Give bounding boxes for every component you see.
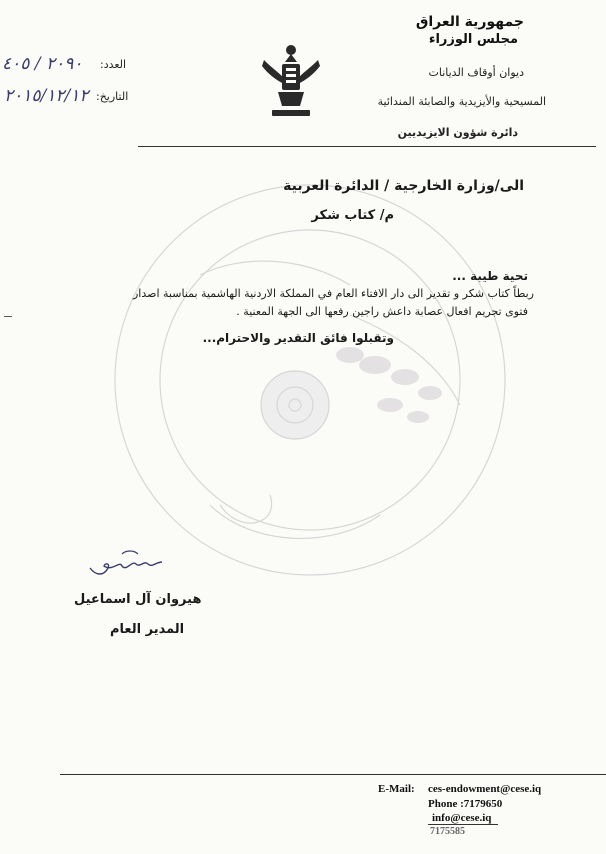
signatory-name: هيروان آل اسماعيل — [74, 592, 202, 607]
cut-off-number: 7175585 — [430, 826, 465, 837]
handwritten-date: ٢٠١٥/١٢/١٢ — [4, 86, 89, 106]
email-address: ces-endowment@cese.iq — [428, 783, 542, 795]
phone-number: Phone :7179650 — [428, 798, 503, 810]
footer-divider — [60, 774, 606, 775]
footer-underline — [428, 824, 498, 825]
watermark-emblem — [100, 165, 520, 595]
iraq-eagle-emblem — [258, 40, 324, 122]
body-paragraph-line-1: ربطاً كتاب شكر و تقدير الى دار الافتاء العام في المملكة الاردنية الهاشمية بمناسبة اصدار — [133, 287, 534, 300]
greeting: تحية طيبة ... — [452, 269, 528, 283]
country-name: جمهورية العراق — [415, 14, 524, 30]
handwritten-number: ٢٠٩٠ / ٤٠٥ — [2, 54, 83, 74]
header-divider — [138, 146, 596, 147]
subject-line: م/ كتاب شكر — [311, 208, 394, 223]
department-name: دائرة شؤون الايزيديين — [397, 126, 518, 139]
diwan-subtitle: المسيحية والأيزيدية والصابئة المندائية — [377, 95, 546, 108]
date-label: التاريخ: — [96, 90, 129, 103]
diwan-name: ديوان أوقاف الديانات — [428, 66, 524, 79]
info-email: info@cese.iq — [432, 812, 492, 824]
handwritten-signature — [86, 542, 166, 582]
body-paragraph-line-2: فتوى تجريم افعال عصابة داعش راجين رفعها الى الجهة المعنية . — [236, 305, 528, 318]
email-label: E-Mail: — [378, 783, 415, 795]
signatory-title: المدير العام — [110, 622, 185, 637]
number-label: العدد: — [100, 58, 127, 71]
closing-line: وتقبلوا فائق التقدير والاحترام... — [202, 331, 394, 345]
recipient-line: الى/وزارة الخارجية / الدائرة العربية — [283, 178, 524, 194]
council-name: مجلس الوزراء — [428, 32, 518, 47]
margin-mark — [4, 316, 12, 317]
